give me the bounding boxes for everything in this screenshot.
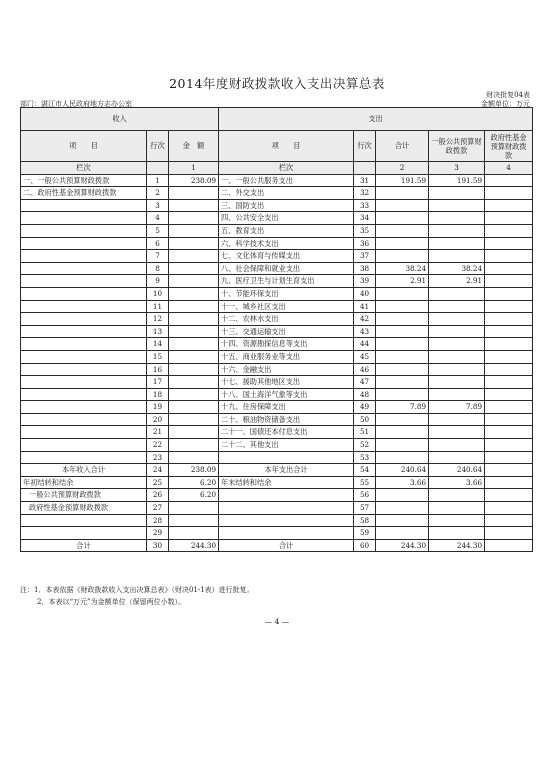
- income-amount: [169, 262, 219, 275]
- income-item: [21, 300, 147, 313]
- expense-row-no: 49: [354, 401, 376, 414]
- expense-total: [376, 489, 429, 502]
- expense-general-budget: [429, 250, 485, 263]
- table-row: [21, 451, 533, 464]
- income-row-no: 16: [147, 363, 169, 376]
- income-amount: [169, 388, 219, 401]
- income-row-no: 14: [147, 338, 169, 351]
- table-row: [21, 199, 533, 212]
- income-row-no: 24: [147, 464, 169, 477]
- income-row-no-header: 行次: [147, 131, 169, 162]
- expense-row-no: 45: [354, 350, 376, 363]
- expense-row-no: 57: [354, 502, 376, 515]
- income-item: [21, 413, 147, 426]
- income-row-no: 21: [147, 426, 169, 439]
- expense-total: [376, 338, 429, 351]
- income-item: [21, 250, 147, 263]
- income-item: 二、政府性基金预算财政拨款: [21, 187, 147, 200]
- table-row: [21, 363, 533, 376]
- expense-fund-budget: [485, 489, 533, 502]
- income-item: [21, 363, 147, 376]
- income-amount: [169, 313, 219, 326]
- expense-row-no: 55: [354, 476, 376, 489]
- expense-total: [376, 224, 429, 237]
- table-row: [21, 527, 533, 540]
- expense-fund-budget: [485, 350, 533, 363]
- income-item: [21, 350, 147, 363]
- expense-item: 九、医疗卫生与计划生育支出: [219, 275, 354, 288]
- expense-general-budget: [429, 338, 485, 351]
- income-row-no: 12: [147, 313, 169, 326]
- expense-item: 二十、粮油物资储备支出: [219, 413, 354, 426]
- income-item: 一般公共预算财政拨款: [21, 489, 147, 502]
- income-amount: 238.09: [169, 464, 219, 477]
- expense-item: 本年支出合计: [219, 464, 354, 477]
- expense-total: [376, 502, 429, 515]
- income-row-no: 2: [147, 187, 169, 200]
- expense-general-budget: [429, 325, 485, 338]
- expense-general-budget: 244.30: [429, 539, 485, 552]
- table-row: [21, 174, 533, 187]
- expense-total: [376, 413, 429, 426]
- expense-general-budget: [429, 224, 485, 237]
- income-amount: 6.20: [169, 476, 219, 489]
- expense-item: [219, 514, 354, 527]
- expense-total: 2.91: [376, 275, 429, 288]
- expense-item: 合计: [219, 539, 354, 552]
- expense-general-budget: 7.89: [429, 401, 485, 414]
- income-item: [21, 275, 147, 288]
- income-row-no: 27: [147, 502, 169, 515]
- expense-total: 244.30: [376, 539, 429, 552]
- expense-general-budget: [429, 212, 485, 225]
- expense-general-budget: [429, 489, 485, 502]
- expense-row-no: 59: [354, 527, 376, 540]
- expense-total: 38.24: [376, 262, 429, 275]
- expense-general-budget: [429, 313, 485, 326]
- expense-row-no: 51: [354, 426, 376, 439]
- income-item: [21, 313, 147, 326]
- expense-row-no: 38: [354, 262, 376, 275]
- income-row-no: 4: [147, 212, 169, 225]
- expense-total: [376, 287, 429, 300]
- income-amount: [169, 300, 219, 313]
- income-amount: [169, 224, 219, 237]
- expense-row-no: 60: [354, 539, 376, 552]
- table-row: [21, 275, 533, 288]
- expense-total: [376, 325, 429, 338]
- table-row: [21, 187, 533, 200]
- table-row: [21, 313, 533, 326]
- income-row-no: 9: [147, 275, 169, 288]
- expense-total: 191.59: [376, 174, 429, 187]
- income-amount: 244.30: [169, 539, 219, 552]
- table-row: [21, 250, 533, 263]
- table-row: [21, 325, 533, 338]
- income-amount: [169, 413, 219, 426]
- expense-row-no: 44: [354, 338, 376, 351]
- income-row-no: 29: [147, 527, 169, 540]
- income-row-no: 1: [147, 174, 169, 187]
- expense-fund-budget: [485, 212, 533, 225]
- table-row: [21, 388, 533, 401]
- expense-item: 十四、资源勘探信息等支出: [219, 338, 354, 351]
- expense-row-no: 34: [354, 212, 376, 225]
- income-row-no: 19: [147, 401, 169, 414]
- expense-general-budget: 2.91: [429, 275, 485, 288]
- expense-total: [376, 451, 429, 464]
- income-item: [21, 451, 147, 464]
- income-row-no: 23: [147, 451, 169, 464]
- expense-general-budget: [429, 363, 485, 376]
- expense-row-no: 48: [354, 388, 376, 401]
- income-amount: [169, 275, 219, 288]
- table-row: [21, 237, 533, 250]
- expense-general-budget: [429, 187, 485, 200]
- expense-fund-budget: [485, 224, 533, 237]
- table-row: [21, 439, 533, 452]
- income-row-no: 7: [147, 250, 169, 263]
- expense-total: [376, 300, 429, 313]
- table-row: [21, 502, 533, 515]
- table-row: [21, 300, 533, 313]
- column-number: 4: [485, 162, 533, 175]
- income-item: [21, 376, 147, 389]
- expense-general-budget: [429, 426, 485, 439]
- income-row-no: 17: [147, 376, 169, 389]
- expense-item: 五、教育支出: [219, 224, 354, 237]
- expense-total: [376, 199, 429, 212]
- income-item: [21, 325, 147, 338]
- income-header: 收入: [21, 108, 219, 131]
- expense-fund-budget: [485, 527, 533, 540]
- column-number: 2: [376, 162, 429, 175]
- expense-general-budget: 38.24: [429, 262, 485, 275]
- table-row: [21, 413, 533, 426]
- expense-general-budget: [429, 514, 485, 527]
- expense-total: [376, 376, 429, 389]
- table-row: [21, 489, 533, 502]
- expense-header: 支出: [219, 108, 533, 131]
- expense-fund-budget: [485, 413, 533, 426]
- expense-row-no: 40: [354, 287, 376, 300]
- form-code: 财决批复04表: [486, 91, 530, 99]
- expense-row-no: 35: [354, 224, 376, 237]
- expense-fund-budget: [485, 174, 533, 187]
- expense-item: 四、公共安全支出: [219, 212, 354, 225]
- expense-general-budget: [429, 388, 485, 401]
- expense-row-no: 41: [354, 300, 376, 313]
- expense-row-no-header: 行次: [354, 131, 376, 162]
- expense-row-no: 32: [354, 187, 376, 200]
- expense-total: [376, 237, 429, 250]
- income-item-header: 项 目: [21, 131, 147, 162]
- expense-row-no: 37: [354, 250, 376, 263]
- income-row-no: 26: [147, 489, 169, 502]
- expense-row-no: 31: [354, 174, 376, 187]
- page-number: — 4 —: [264, 617, 290, 626]
- table-row: [21, 350, 533, 363]
- table-row: [21, 287, 533, 300]
- expense-fund-budget: [485, 451, 533, 464]
- table-row: [21, 262, 533, 275]
- column-number: 1: [169, 162, 219, 175]
- expense-total: [376, 388, 429, 401]
- income-item: 本年收入合计: [21, 464, 147, 477]
- expense-fund-budget: [485, 262, 533, 275]
- income-row-no: 22: [147, 439, 169, 452]
- expense-item: [219, 502, 354, 515]
- income-amount: [169, 401, 219, 414]
- income-amount: [169, 237, 219, 250]
- income-row-no: 20: [147, 413, 169, 426]
- expense-general-budget: [429, 376, 485, 389]
- table-row: [21, 212, 533, 225]
- expense-row-no: 36: [354, 237, 376, 250]
- fund-budget-header: 政府性基金预算财政拨款: [485, 131, 533, 162]
- income-item: [21, 338, 147, 351]
- expense-fund-budget: [485, 237, 533, 250]
- income-amount-header: 金 额: [169, 131, 219, 162]
- expense-fund-budget: [485, 401, 533, 414]
- expense-fund-budget: [485, 363, 533, 376]
- expense-fund-budget: [485, 439, 533, 452]
- expense-item: 十一、城乡社区支出: [219, 300, 354, 313]
- expense-fund-budget: [485, 199, 533, 212]
- footnote-1: 注：1．本表依据《财政拨款收入支出决算总表》（财决01-1表）进行批复。: [20, 586, 254, 594]
- income-amount: [169, 287, 219, 300]
- income-amount: 6.20: [169, 489, 219, 502]
- expense-row-no: 58: [354, 514, 376, 527]
- expense-general-budget: 240.64: [429, 464, 485, 477]
- income-amount: [169, 199, 219, 212]
- expense-fund-budget: [485, 187, 533, 200]
- expense-general-budget: [429, 350, 485, 363]
- income-row-no: 5: [147, 224, 169, 237]
- expense-item: 十、节能环保支出: [219, 287, 354, 300]
- expense-item: 二十一、国债还本付息支出: [219, 426, 354, 439]
- income-amount: [169, 439, 219, 452]
- expense-row-no: 54: [354, 464, 376, 477]
- expense-fund-budget: [485, 313, 533, 326]
- table-row: [21, 539, 533, 552]
- expense-total: [376, 439, 429, 452]
- expense-row-no: 46: [354, 363, 376, 376]
- income-item: 政府性基金预算财政拨款: [21, 502, 147, 515]
- expense-total: [376, 212, 429, 225]
- expense-item: 六、科学技术支出: [219, 237, 354, 250]
- income-row-no: 30: [147, 539, 169, 552]
- income-item: 一、一般公共预算财政拨款: [21, 174, 147, 187]
- expense-total: [376, 514, 429, 527]
- income-row-no: 18: [147, 388, 169, 401]
- expense-item: [219, 527, 354, 540]
- document-title: 2014年度财政拨款收入支出决算总表: [169, 76, 385, 91]
- expense-general-budget: [429, 439, 485, 452]
- expense-item: 七、文化体育与传媒支出: [219, 250, 354, 263]
- table-row: [21, 376, 533, 389]
- expense-item: 年末结转和结余: [219, 476, 354, 489]
- income-item: [21, 237, 147, 250]
- expense-total: 7.89: [376, 401, 429, 414]
- expense-item: 十八、国土海洋气象等支出: [219, 388, 354, 401]
- footnote-2: 2．本表以“万元”为金额单位（保留两位小数）。: [37, 598, 186, 606]
- expense-general-budget: [429, 451, 485, 464]
- expense-item: 十七、援助其他地区支出: [219, 376, 354, 389]
- income-amount: [169, 250, 219, 263]
- expense-general-budget: [429, 527, 485, 540]
- expense-fund-budget: [485, 250, 533, 263]
- expense-row-no: 33: [354, 199, 376, 212]
- expense-fund-budget: [485, 464, 533, 477]
- expense-item-header: 项 目: [219, 131, 354, 162]
- expense-row-no: 52: [354, 439, 376, 452]
- income-amount: [169, 514, 219, 527]
- expense-general-budget: 191.59: [429, 174, 485, 187]
- expense-total: [376, 313, 429, 326]
- expense-item: 十六、金融支出: [219, 363, 354, 376]
- expense-item: 十三、交通运输支出: [219, 325, 354, 338]
- expense-total: 240.64: [376, 464, 429, 477]
- income-amount: [169, 350, 219, 363]
- expense-fund-budget: [485, 275, 533, 288]
- income-amount: [169, 325, 219, 338]
- expense-item: [219, 489, 354, 502]
- income-amount: 238.09: [169, 174, 219, 187]
- income-row-no: 25: [147, 476, 169, 489]
- expense-row-no: 42: [354, 313, 376, 326]
- income-amount: [169, 363, 219, 376]
- income-item: [21, 199, 147, 212]
- expense-item: 一、一般公共服务支出: [219, 174, 354, 187]
- expense-total: [376, 250, 429, 263]
- income-amount: [169, 187, 219, 200]
- amount-unit-label: 金额单位：万元: [481, 100, 530, 108]
- expense-total: [376, 527, 429, 540]
- expense-fund-budget: [485, 388, 533, 401]
- expense-general-budget: [429, 300, 485, 313]
- expense-general-budget: [429, 199, 485, 212]
- table-row: [21, 426, 533, 439]
- expense-item: 二、外交支出: [219, 187, 354, 200]
- expense-row-no: 50: [354, 413, 376, 426]
- income-amount: [169, 212, 219, 225]
- expense-fund-budget: [485, 514, 533, 527]
- income-amount: [169, 376, 219, 389]
- table-row: [21, 401, 533, 414]
- table-row: [21, 464, 533, 477]
- table-row: [21, 476, 533, 489]
- income-item: [21, 426, 147, 439]
- expense-total: 3.66: [376, 476, 429, 489]
- expense-fund-budget: [485, 539, 533, 552]
- expense-item: 十二、农林水支出: [219, 313, 354, 326]
- expense-row-no: 47: [354, 376, 376, 389]
- budget-summary-table: [20, 107, 533, 552]
- expense-total: [376, 363, 429, 376]
- expense-item: 八、社会保障和就业支出: [219, 262, 354, 275]
- income-item: [21, 401, 147, 414]
- general-budget-header: 一般公共预算财政拨款: [429, 131, 485, 162]
- income-row-no: 6: [147, 237, 169, 250]
- expense-total: [376, 350, 429, 363]
- income-amount: [169, 502, 219, 515]
- income-item: [21, 388, 147, 401]
- expense-general-budget: [429, 413, 485, 426]
- expense-row-no: 56: [354, 489, 376, 502]
- income-item: [21, 439, 147, 452]
- expense-fund-budget: [485, 300, 533, 313]
- expense-fund-budget: [485, 502, 533, 515]
- income-item: [21, 212, 147, 225]
- income-amount: [169, 338, 219, 351]
- income-item: [21, 527, 147, 540]
- income-amount: [169, 426, 219, 439]
- income-row-no: 13: [147, 325, 169, 338]
- expense-fund-budget: [485, 426, 533, 439]
- expense-row-no: 39: [354, 275, 376, 288]
- column-label: 栏次: [219, 162, 354, 175]
- income-item: [21, 514, 147, 527]
- expense-total: [376, 426, 429, 439]
- total-header: 合计: [376, 131, 429, 162]
- column-label: 栏次: [21, 162, 147, 175]
- income-row-no: 11: [147, 300, 169, 313]
- column-number: 3: [429, 162, 485, 175]
- expense-general-budget: [429, 502, 485, 515]
- table-row: [21, 514, 533, 527]
- expense-item: 十九、住房保障支出: [219, 401, 354, 414]
- expense-general-budget: 3.66: [429, 476, 485, 489]
- expense-fund-budget: [485, 476, 533, 489]
- income-row-no: 28: [147, 514, 169, 527]
- income-item: [21, 224, 147, 237]
- department-label: 部门：湛江市人民政府地方志办公室: [20, 100, 132, 108]
- expense-general-budget: [429, 287, 485, 300]
- income-row-no: 15: [147, 350, 169, 363]
- income-item: 合计: [21, 539, 147, 552]
- income-item: [21, 287, 147, 300]
- expense-item: 二十二、其他支出: [219, 439, 354, 452]
- income-amount: [169, 451, 219, 464]
- expense-item: [219, 451, 354, 464]
- expense-fund-budget: [485, 338, 533, 351]
- income-item: 年初结转和结余: [21, 476, 147, 489]
- income-row-no: 3: [147, 199, 169, 212]
- expense-total: [376, 187, 429, 200]
- income-row-no: 10: [147, 287, 169, 300]
- table-row: [21, 224, 533, 237]
- income-amount: [169, 527, 219, 540]
- expense-item: 十五、商业服务业等支出: [219, 350, 354, 363]
- expense-item: 三、国防支出: [219, 199, 354, 212]
- expense-fund-budget: [485, 287, 533, 300]
- income-item: [21, 262, 147, 275]
- expense-row-no: 53: [354, 451, 376, 464]
- expense-general-budget: [429, 237, 485, 250]
- income-row-no: 8: [147, 262, 169, 275]
- expense-fund-budget: [485, 376, 533, 389]
- expense-row-no: 43: [354, 325, 376, 338]
- expense-fund-budget: [485, 325, 533, 338]
- table-row: [21, 338, 533, 351]
